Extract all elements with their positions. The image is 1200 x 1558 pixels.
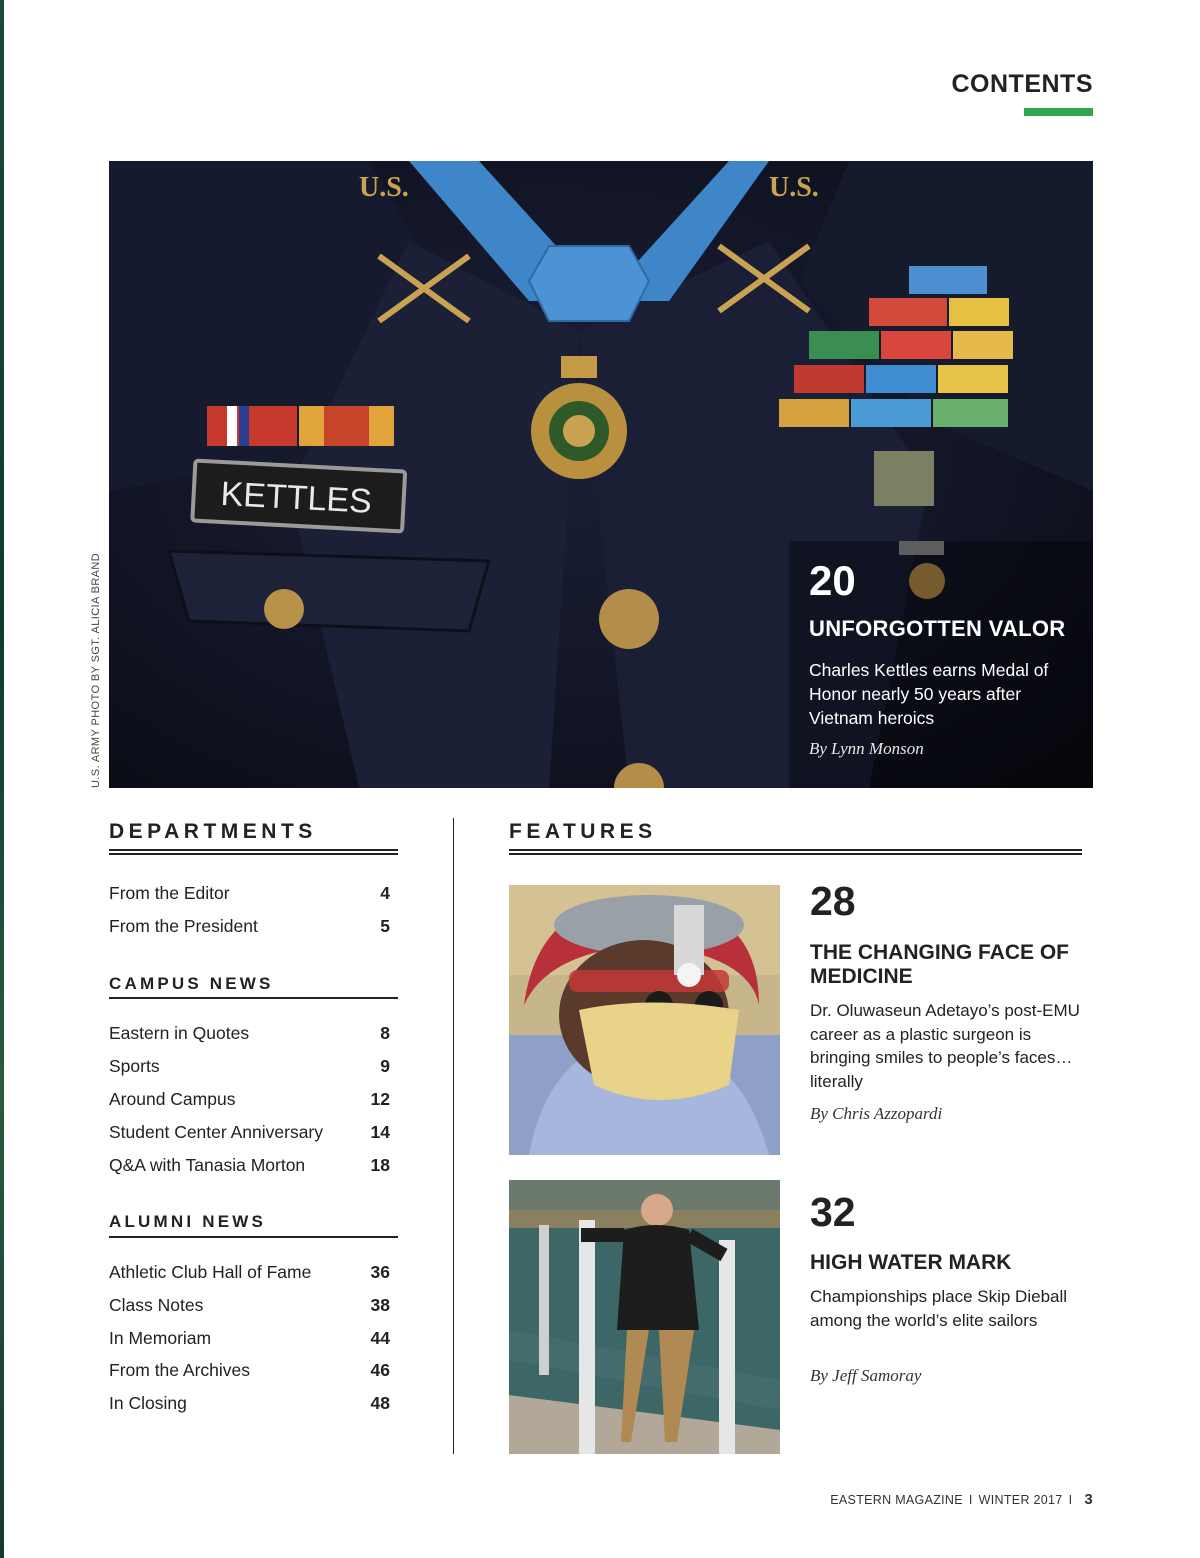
- toc-item[interactable]: [109, 1155, 390, 1181]
- surgeon-illustration: [509, 885, 780, 1155]
- hero-page-number: 20: [809, 557, 856, 604]
- feature-page-number: 32: [810, 1189, 856, 1235]
- toc-item[interactable]: [109, 1328, 390, 1354]
- feature-sailor-photo[interactable]: [509, 1180, 780, 1454]
- feature-description: Dr. Oluwaseun Adetayo’s post-EMU career as a plastic surgeon is bringing smiles to people’s faces… literally: [810, 1001, 1080, 1091]
- nameplate-text: KETTLES: [219, 474, 373, 521]
- toc-item-page: 38: [370, 1295, 390, 1315]
- toc-item-label: Athletic Club Hall of Fame: [109, 1262, 312, 1282]
- svg-text:U.S.: U.S.: [359, 172, 409, 203]
- footer-separator: I: [968, 1493, 973, 1507]
- toc-item[interactable]: [109, 916, 390, 942]
- footer-publication: EASTERN MAGAZINE: [830, 1493, 963, 1507]
- campus-news-rule: [109, 997, 398, 999]
- toc-item[interactable]: [109, 1262, 390, 1288]
- toc-item[interactable]: [109, 1360, 390, 1386]
- toc-item-label: Q&A with Tanasia Morton: [109, 1155, 306, 1175]
- hero-byline: By Lynn Monson: [809, 739, 924, 758]
- departments-rule: [109, 849, 398, 855]
- toc-item-label: From the Archives: [109, 1360, 251, 1380]
- page-footer: [830, 1491, 1093, 1508]
- toc-item-page: 44: [370, 1328, 390, 1348]
- page-edge-strip: [0, 0, 4, 1558]
- alumni-news-heading: ALUMNI NEWS: [109, 1212, 267, 1231]
- column-divider: [453, 818, 454, 1454]
- toc-item-page: 12: [370, 1089, 390, 1109]
- photo-credit: U.S. ARMY PHOTO BY SGT. ALICIA BRAND: [90, 552, 102, 788]
- toc-item-label: From the Editor: [109, 883, 230, 903]
- toc-item-page: 36: [370, 1262, 390, 1282]
- toc-item-page: 46: [370, 1360, 390, 1380]
- toc-item[interactable]: [109, 883, 390, 909]
- hero-description: Charles Kettles earns Medal of Honor nearly 50 years after Vietnam heroics: [809, 660, 1049, 728]
- footer-issue: WINTER 2017: [978, 1493, 1063, 1507]
- toc-item-label: In Memoriam: [109, 1328, 212, 1348]
- toc-item-label: Sports: [109, 1056, 160, 1076]
- toc-item-page: 18: [370, 1155, 390, 1175]
- feature-title[interactable]: HIGH WATER MARK: [810, 1251, 1012, 1274]
- toc-item-page: 8: [380, 1023, 390, 1043]
- features-heading: FEATURES: [509, 820, 657, 843]
- toc-item[interactable]: [109, 1056, 390, 1082]
- toc-item[interactable]: [109, 1295, 390, 1321]
- toc-item-label: From the President: [109, 916, 258, 936]
- toc-item-page: 14: [370, 1122, 390, 1142]
- toc-item-label: Student Center Anniversary: [109, 1122, 324, 1142]
- toc-item-page: 5: [380, 916, 390, 936]
- departments-heading: DEPARTMENTS: [109, 820, 317, 843]
- toc-item[interactable]: [109, 1393, 390, 1419]
- features-rule: [509, 849, 1082, 855]
- hero-title[interactable]: UNFORGOTTEN VALOR: [809, 616, 1066, 641]
- page-title: CONTENTS: [951, 70, 1093, 98]
- feature-byline: By Jeff Samoray: [810, 1366, 922, 1385]
- footer-separator: I: [1068, 1493, 1073, 1507]
- svg-text:U.S.: U.S.: [769, 172, 819, 203]
- footer-page-number: 3: [1084, 1491, 1093, 1508]
- title-accent-bar: [1024, 108, 1093, 116]
- toc-item[interactable]: [109, 1089, 390, 1115]
- toc-item-page: 9: [380, 1056, 390, 1076]
- toc-item-label: In Closing: [109, 1393, 187, 1413]
- feature-page-number: 28: [810, 878, 856, 924]
- toc-item-label: Class Notes: [109, 1295, 204, 1315]
- campus-news-heading: CAMPUS NEWS: [109, 974, 274, 993]
- feature-description: Championships place Skip Dieball among the world’s elite sailors: [810, 1287, 1068, 1330]
- feature-surgeon-photo[interactable]: [509, 885, 780, 1155]
- toc-item-page: 4: [380, 883, 390, 903]
- alumni-news-rule: [109, 1236, 398, 1238]
- toc-item-label: Eastern in Quotes: [109, 1023, 250, 1043]
- toc-item[interactable]: [109, 1122, 390, 1148]
- feature-byline: By Chris Azzopardi: [810, 1104, 943, 1123]
- hero-feature[interactable]: [109, 161, 1093, 788]
- feature-title[interactable]: THE CHANGING FACE OF MEDICINE: [810, 941, 1070, 988]
- toc-item[interactable]: [109, 1023, 390, 1049]
- sailor-illustration: [509, 1180, 780, 1454]
- toc-item-label: Around Campus: [109, 1089, 236, 1109]
- toc-item-page: 48: [370, 1393, 390, 1413]
